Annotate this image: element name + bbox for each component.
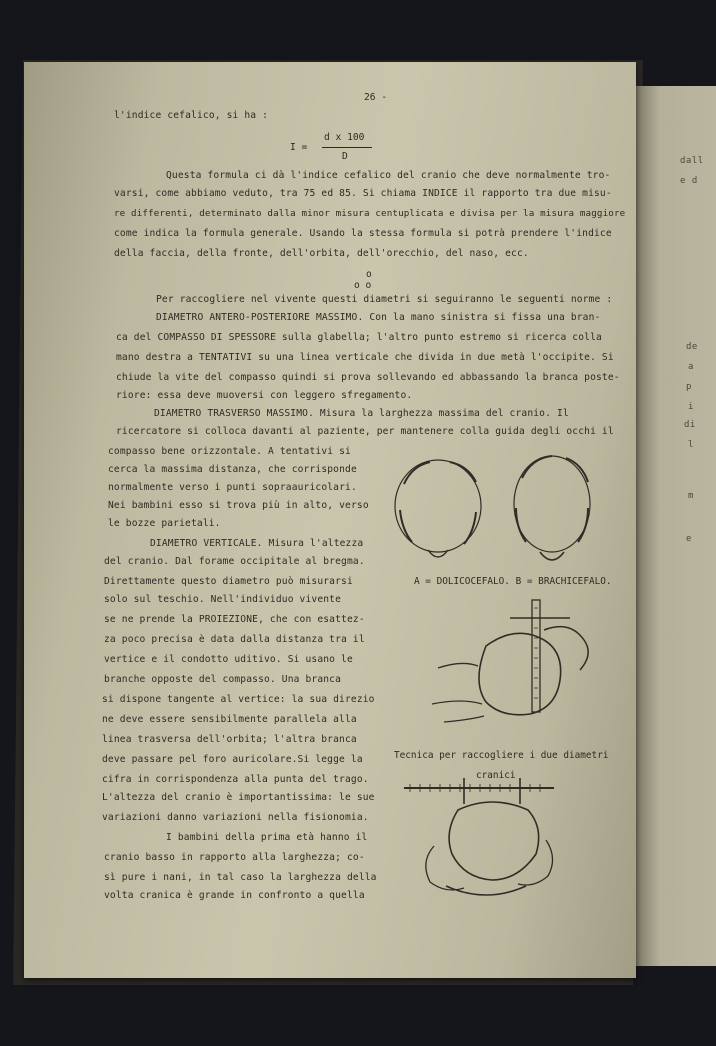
separator-mark: o (366, 269, 372, 280)
column-line: cerca la massima distanza, che corrisponde (108, 464, 357, 475)
text-line: ricercatore si colloca davanti al paziente, per mantenere colla guida degli occhi il (116, 426, 614, 437)
column-line: sì pure i nani, in tal caso la larghezza della (104, 872, 377, 883)
column-line: ne deve essere sensibilmente parallela alla (102, 714, 357, 725)
text-line: ca del COMPASSO DI SPESSORE sulla glabella; l'altro punto estremo si ricerca colla (116, 332, 602, 343)
facing-page-fragment: e d (680, 176, 698, 186)
text-line: varsi, come abbiamo veduto, tra 75 ed 85. Si chiama INDICE il rapporto tra due misu- (114, 188, 612, 199)
text-line: della faccia, della fronte, dell'orbita, dell'orecchio, del naso, ecc. (114, 248, 529, 259)
column-line: volta cranica è grande in confronto a quella (104, 890, 365, 901)
text-line: Questa formula ci dà l'indice cefalico del cranio che deve normalmente tro- (166, 170, 611, 181)
fraction-bar (322, 147, 372, 148)
facing-page-fragment: i (688, 402, 694, 412)
text-line: come indica la formula generale. Usando la stessa formula si potrà prendere l'indice (114, 228, 612, 239)
column-line: linea trasversa dell'orbita; l'altra branca (102, 734, 357, 745)
column-line: Nei bambini esso si trova più in alto, verso (108, 500, 369, 511)
section-heading: DIAMETRO ANTERO-POSTERIORE MASSIMO. Con la mano sinistra si fissa una bran- (156, 312, 601, 323)
formula-lhs: I = (290, 142, 308, 153)
separator-mark: o o (354, 280, 372, 291)
lateral-measurement-illustration (424, 594, 614, 734)
column-line: del cranio. Dal forame occipitale al bregma. (104, 556, 365, 567)
facing-page-fragment: a (688, 362, 694, 372)
text-line: l'indice cefalico, si ha : (114, 110, 269, 121)
column-line: si dispone tangente al vertice: la sua direzio (102, 694, 375, 705)
document-page (24, 62, 636, 978)
text-line: re differenti, determinato dalla minor misura centuplicata e divisa per la misura maggiore (114, 208, 626, 219)
column-line: deve passare pel foro auricolare.Si legge la (102, 754, 363, 765)
facing-page-fragment: l (688, 440, 694, 450)
formula-numerator: d x 100 (324, 132, 365, 143)
facing-page (636, 86, 716, 966)
text-line: mano destra a TENTATIVI su una linea verticale che divida in due metà l'occipite. Si (116, 352, 614, 363)
page-number: 26 - (364, 92, 388, 103)
skull-illustrations (390, 450, 606, 568)
column-line: compasso bene orizzontale. A tentativi si (108, 446, 351, 457)
facing-page-fragment: p (686, 382, 692, 392)
column-line: vertice e il condotto uditivo. Si usano le (104, 654, 353, 665)
text-line: chiude la vite del compasso quindi si prova sollevando ed abbassando la branca poste- (116, 372, 620, 383)
facing-page-fragment: dall (680, 156, 704, 166)
text-line: riore: essa deve muoversi con leggero sfregamento. (116, 390, 413, 401)
facing-page-fragment: di (684, 420, 696, 430)
transverse-measurement-illustration (400, 766, 570, 904)
section-heading: DIAMETRO VERTICALE. Misura l'altezza (150, 538, 364, 549)
section-heading: DIAMETRO TRASVERSO MASSIMO. Misura la larghezza massima del cranio. Il (154, 408, 569, 419)
column-line: variazioni danno variazioni nella fisionomia. (102, 812, 369, 823)
column-line: branche opposte del compasso. Una branca (104, 674, 342, 685)
technique-caption-line-1: Tecnica per raccogliere i due diametri (394, 750, 609, 761)
facing-page-fragment: e (686, 534, 692, 544)
column-line: za poco precisa è data dalla distanza tra il (104, 634, 365, 645)
column-line: Direttamente questo diametro può misurarsi (104, 576, 353, 587)
compass-ruler (532, 600, 540, 712)
formula-denominator: D (342, 151, 348, 162)
facing-page-fragment: de (686, 342, 698, 352)
column-line: cifra in corrispondenza alla punta del trago. (102, 774, 369, 785)
skull-caption: A = DOLICOCEFALO. B = BRACHICEFALO. (414, 576, 612, 587)
facing-page-fragment: m (688, 491, 694, 501)
column-line: cranio basso in rapporto alla larghezza; co- (104, 852, 365, 863)
column-line: I bambini della prima età hanno il (166, 832, 368, 843)
column-line: L'altezza del cranio è importantissima: le sue (102, 792, 375, 803)
text-line: Per raccogliere nel vivente questi diametri si seguiranno le seguenti norme : (156, 294, 613, 305)
column-line: solo sul teschio. Nell'individuo vivente (104, 594, 342, 605)
column-line: normalmente verso i punti sopraauricolari. (108, 482, 357, 493)
column-line: se ne prende la PROIEZIONE, che con esattez- (104, 614, 365, 625)
technique-caption-line-2: cranici (476, 770, 516, 781)
column-line: le bozze parietali. (108, 518, 221, 529)
